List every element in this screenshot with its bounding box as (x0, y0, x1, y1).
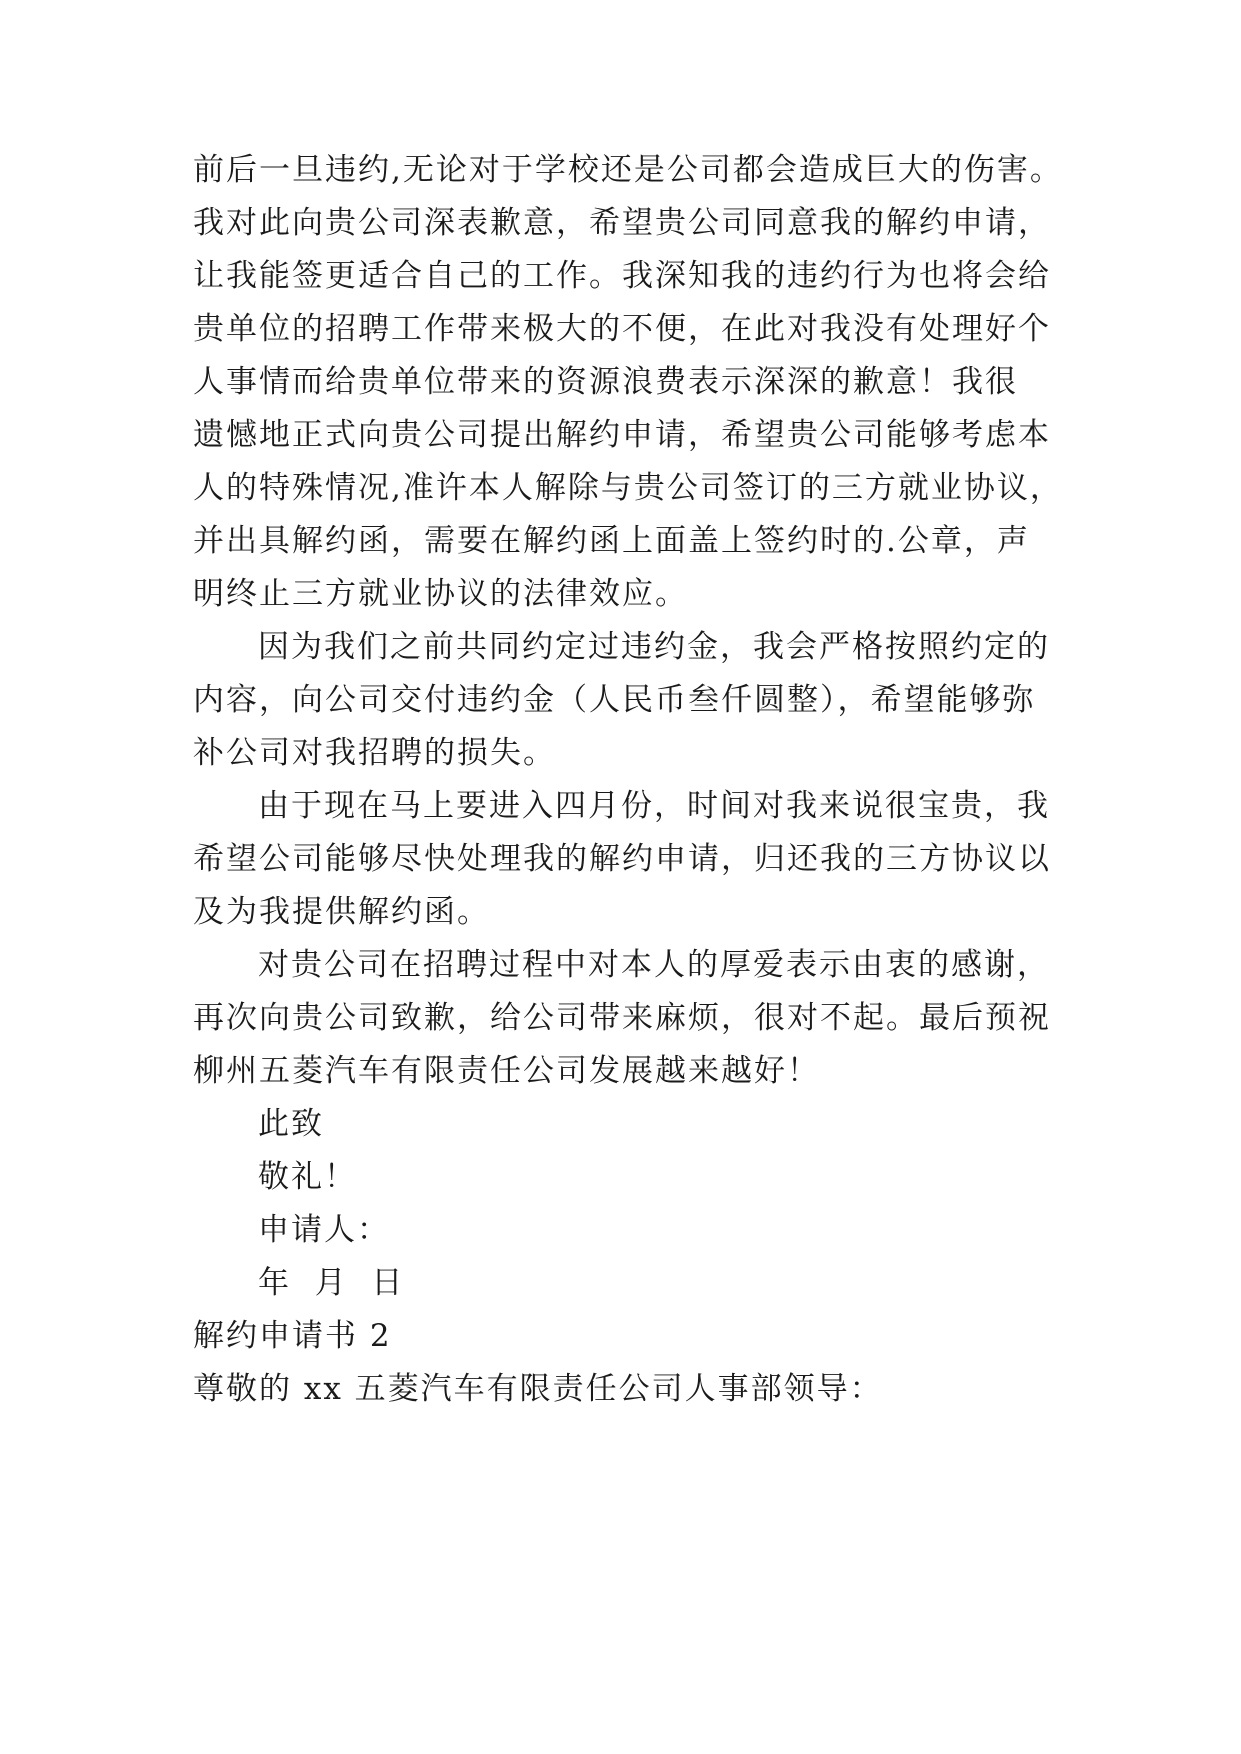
section-title: 解约申请书 2 (193, 1318, 392, 1354)
text-line: 再次向贵公司致歉，给公司带来麻烦，很对不起。最后预祝 (193, 1000, 1051, 1036)
text-line: 贵单位的招聘工作带来极大的不便，在此对我没有处理好个 (193, 311, 1051, 347)
text-line: 希望公司能够尽快处理我的解约申请，归还我的三方协议以 (193, 841, 1051, 877)
text-line: 人事情而给贵单位带来的资源浪费表示深深的歉意！我很 (193, 364, 1018, 400)
text-line: 让我能签更适合自己的工作。我深知我的违约行为也将会给 (193, 258, 1051, 294)
addressee-line: 尊敬的 xx 五菱汽车有限责任公司人事部领导： (193, 1371, 883, 1407)
text-line: 遗憾地正式向贵公司提出解约申请，希望贵公司能够考虑本 (193, 417, 1051, 453)
text-line: 前后一旦违约,无论对于学校还是公司都会造成巨大的伤害。 (193, 152, 1063, 188)
closing-regards: 敬礼！ (258, 1159, 357, 1195)
text-line: 我对此向贵公司深表歉意，希望贵公司同意我的解约申请， (193, 205, 1051, 241)
text-line: 内容，向公司交付违约金（人民币叁仟圆整），希望能够弥 (193, 682, 1036, 718)
text-line: 并出具解约函，需要在解约函上面盖上签约时的.公章，声 (193, 523, 1030, 559)
text-line: 明终止三方就业协议的法律效应。 (193, 576, 688, 612)
applicant-label: 申请人： (258, 1212, 390, 1248)
text-line: 人的特殊情况,准许本人解除与贵公司签订的三方就业协议， (193, 470, 1063, 506)
paragraph-first-line: 由于现在马上要进入四月份，时间对我来说很宝贵，我 (258, 788, 1050, 824)
date-line: 年 月 日 (258, 1265, 405, 1301)
text-line: 及为我提供解约函。 (193, 894, 490, 930)
paragraph-first-line: 因为我们之前共同约定过违约金，我会严格按照约定的 (258, 629, 1050, 665)
paragraph-first-line: 对贵公司在招聘过程中对本人的厚爱表示由衷的感谢， (258, 947, 1050, 983)
closing-salutation: 此致 (258, 1106, 324, 1142)
text-line: 柳州五菱汽车有限责任公司发展越来越好！ (193, 1053, 820, 1089)
text-line: 补公司对我招聘的损失。 (193, 735, 556, 771)
